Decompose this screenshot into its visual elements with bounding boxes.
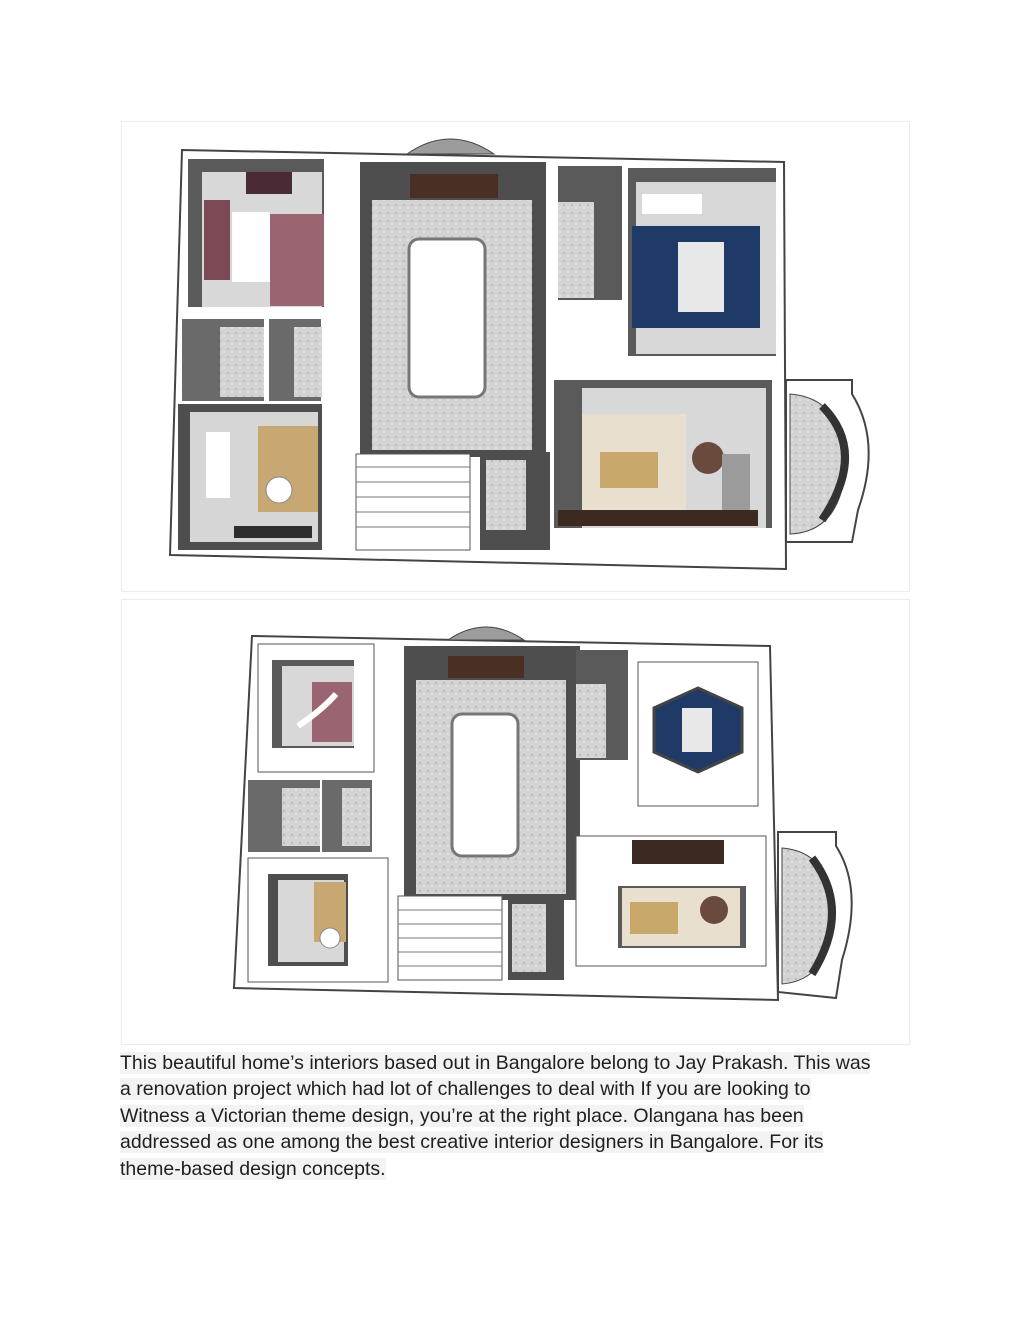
paragraph-line-4: addressed as one among the best creative interior designers in Bangalore. For its: [120, 1131, 824, 1154]
paragraph-line-2: a renovation project which had lot of challenges to deal with If you are looking to: [120, 1078, 811, 1101]
paragraph-line-1: This beautiful home’s interiors based out in Bangalore belong to Jay Prakash. This was: [120, 1052, 871, 1074]
paragraph-line-3: Witness a Victorian theme design, you’re at the right place. Olangana has been: [120, 1104, 804, 1127]
floor-plan-image-top: [121, 121, 910, 592]
main-door: [410, 174, 498, 198]
floor-plan-image-bottom: [121, 599, 910, 1045]
bed-pink: [270, 214, 324, 306]
description-paragraph: [120, 1050, 910, 1182]
wardrobe: [246, 172, 292, 194]
paragraph-line-5: theme-based design concepts.: [120, 1157, 386, 1180]
floor-plan-drawing-top: [122, 122, 909, 591]
floor-plan-drawing-bottom: [122, 600, 909, 1044]
